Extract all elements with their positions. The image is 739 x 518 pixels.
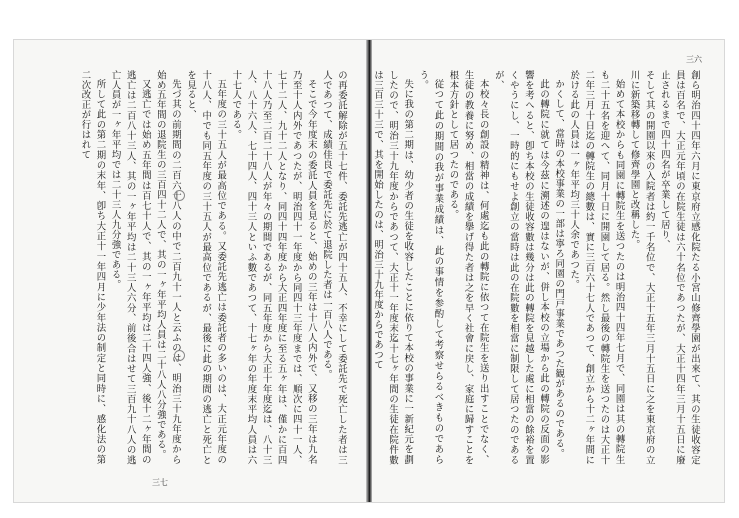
paragraph: 所して此の第二期の末年、卽ち大正十一年四月に少年法の制定と同時に、感化法の第二次改正が行はれて	[79, 70, 106, 465]
page-number: 三六	[686, 55, 702, 64]
paragraph: 先づ其の前期間の二百六十八人の中で二百九十一人と云ふのは、明治三十九年度から始め五年間の退院生の三百四十二人で、其の一ヶ年平均人員は二十八人八分強である。	[154, 70, 181, 465]
paragraph: 本校々長の創設の精神は、何處迄も此の轉院に依つて在院生を送り出すことでなく、生徒の教養に努め、相當の成績を擧げ得た者は之を早く社會に戻し、家庭に歸すことを根本方針として居つたのである。	[447, 70, 489, 465]
left-page	[14, 40, 367, 502]
paragraph: 失に我の第二期は、幼少者の生徒を收容したことに依りて本校の事業に一新紀元を劃したので、明治三十九年度からであつて、大正十一年度末迄十七ヶ年間の生徒在院件數は三百三十三で、其を開始したのは、明治三十九年度からであつて	[372, 70, 414, 465]
paragraph: 此の轉院に就ては今茲に溯述の遑はないが、併し本校の立場から此の轉院の反面の影響を考へると、卽ち本校の生徒收容數は幾分は此の轉院を見越した處に相當の餘裕を置くやうにし、一時的にもせよ創立の當時は此の在院數を相當に制限して居つたのであるが、	[492, 70, 550, 465]
paragraph: 始めて本校からも同園に轉院生を送つたのは明治四十四年七月で、同園は其の轉院生も二十五名を迎へて、同月十日に開園して居る。然し最後の轉院生を送つたのは大正十二年三月十日迄の轉院生の總數は、實に三百六十七人であつて、創立から十二ヶ年間に於ける此の人員は一ヶ年平均三十人余であつた。	[568, 70, 625, 465]
page-number: 三七	[152, 478, 168, 487]
binding-hole-mark	[174, 190, 185, 201]
paragraph: かくして、當時の本校事業の一部は寧ろ同園の門戸事業であつた観があるのである。	[553, 79, 565, 460]
right-page-text	[372, 70, 702, 465]
book-spread	[14, 40, 724, 502]
paragraph: そして其の開園以來の入院者は約一千名位で、大正十五年三月十五日に之を東京府の立川に新築移轉して修齊學園と改稱した。	[628, 70, 655, 465]
paragraph: 創ら明治四十四年六月に東京府立感化院たる小宮山修齊學園が出來て、其の生徒收容定員は百名で、大正元年頃の在院生徒は六十名位であつたが、大正十四年三月十五日に廢止されるまで四十四名が卒業して居り、	[658, 70, 700, 465]
paragraph: 五年度の三十五人が最高位である。又委託先逃亡は委託者の多いのは、大正元年度の十八人、中でも同五年度の三十五人が最高位であるが、最後に此の期間の逃亡と死亡とを見ると、	[185, 70, 227, 465]
paragraph: そこで今年度末の委託人員を見ると、始めの三年は十八人内外で、又移の三年は九名乃至十人内外であつたが、明治四十一年度から同四十三年度までは、順次に四十一人、七十二人、九十二人となり、同四十四年度から大正四年度に至る五ヶ年は、僅かに百四十八人乃至二百二十八人が年々の期間であるが、同五年度から大正十年度迄は、八十三人、八十六人、七十四人、四十三人といふ數であつて、十七ヶ年の年度末平均人員は六十七人である。	[230, 70, 317, 465]
right-page	[371, 40, 724, 502]
left-page-text	[31, 70, 349, 465]
paragraph: の再委託解除が五十七件、委託先逃亡が四十五人、不幸にして委託先で死亡した者は三人であつて、成績佳良で委託先に於て退院した者は一百八人である。	[320, 70, 347, 465]
binding-hole-mark	[174, 350, 185, 361]
paragraph: 従つて此の期間の我が事業成績は、此の事情を参酌して考察せらるべきものであらう。	[417, 70, 444, 465]
paragraph: 又逃亡では始め五年間は百七十人で、其の一ヶ年平均は二十四人強、後十二ヶ年間の逃亡は二百八十三人、其の一ヶ年平均は二十三人六分、前後合はせて三百九十八人の逃亡人員が一ヶ年平均では二十三人九分強である。	[109, 70, 151, 465]
